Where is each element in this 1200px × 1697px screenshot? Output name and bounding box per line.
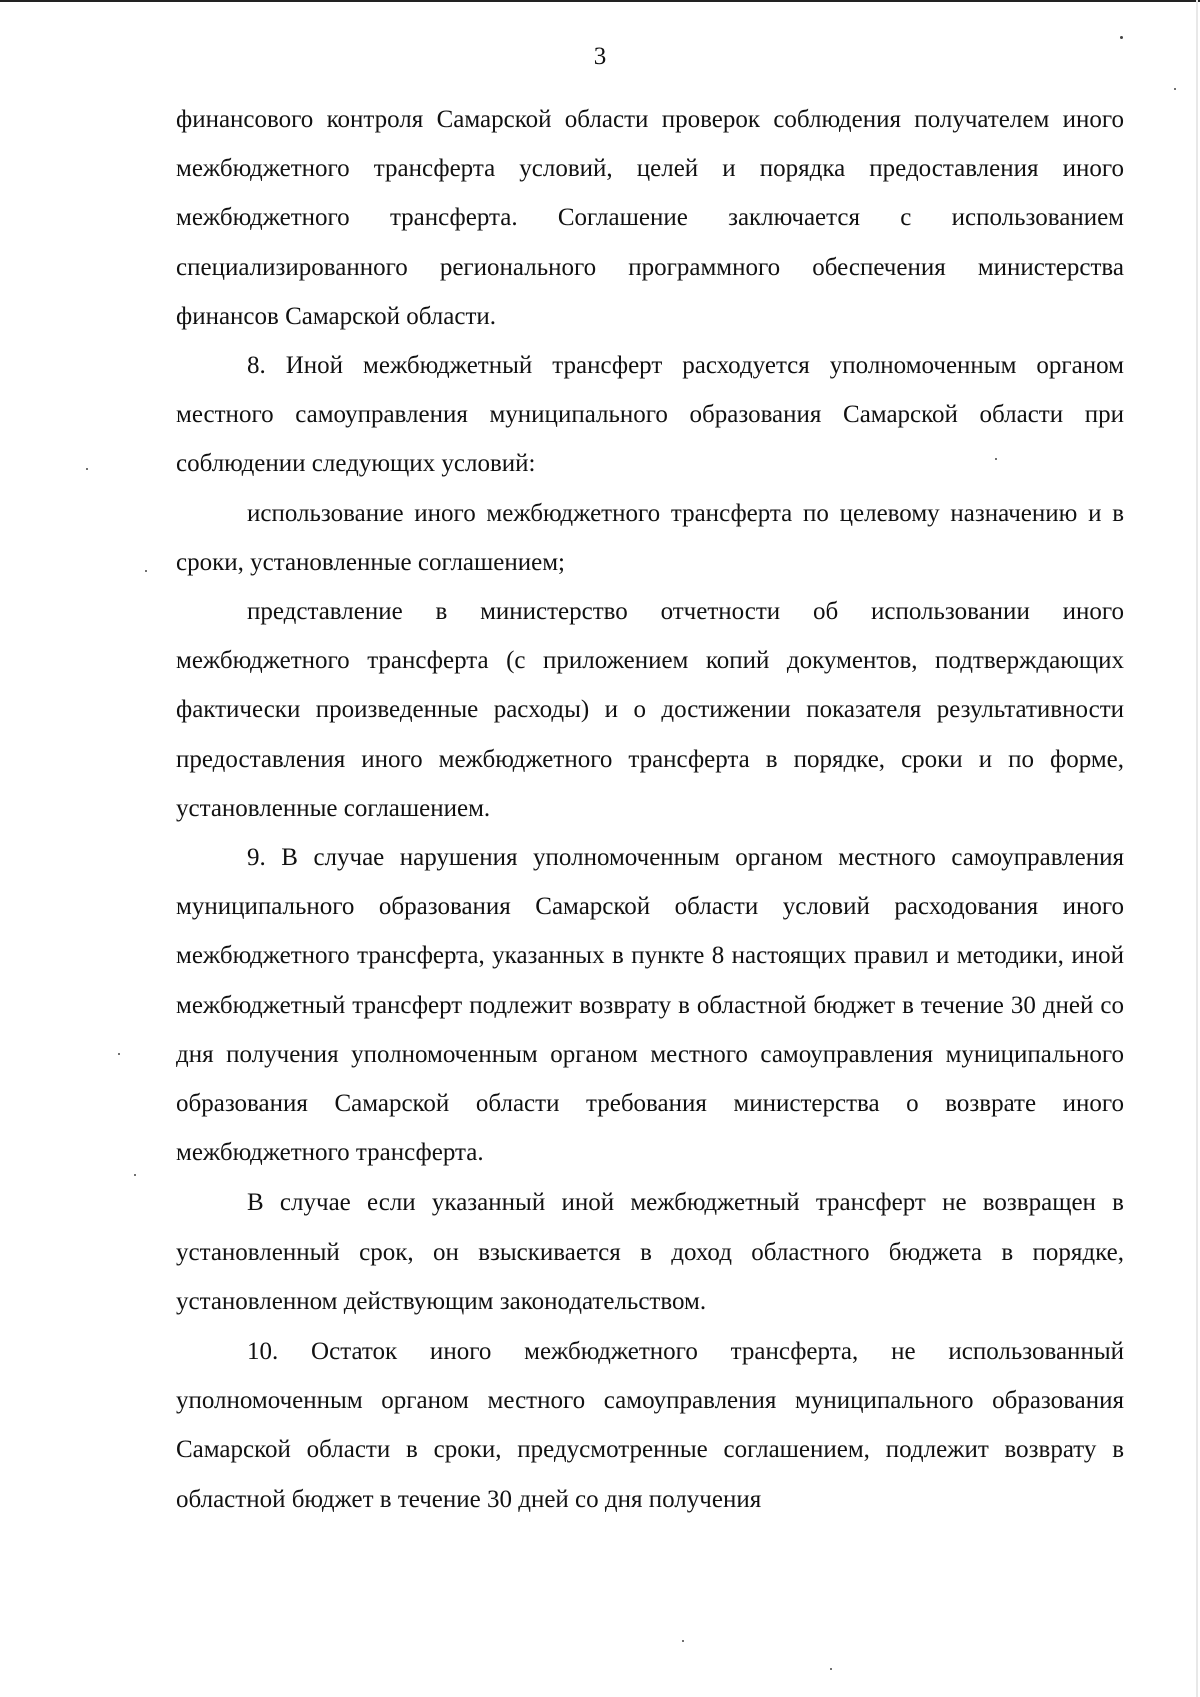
paragraph-item-9: 9. В случае нарушения уполномоченным органом местного самоуправления муниципального образования Самарской области условий расходования иного межбюджетного трансферта, указанных в пункте 8 настоящих правил и методики, иной межбюджетный трансферт подлежит возврату в областной бюджет в течение 30 дней со дня получения уполномоченным органом местного самоуправления муниципального образования Самарской области требования министерства о возврате иного межбюджетного трансферта. xyxy=(176,844,1124,1167)
document-body xyxy=(176,95,1124,1524)
scan-speck xyxy=(118,1053,120,1055)
paragraph-item-8: 8. Иной межбюджетный трансферт расходуется уполномоченным органом местного самоуправления муниципального образования Самарской области при соблюдении следующих условий: xyxy=(176,352,1124,478)
scan-speck xyxy=(134,1174,136,1176)
page-number: 3 xyxy=(593,43,607,70)
scan-speck xyxy=(1120,36,1123,39)
paragraph-continuation: финансового контроля Самарской области проверок соблюдения получателем иного межбюджетного трансферта условий, целей и порядка предоставления иного межбюджетного трансферта. Соглашение заключается с использованием специализированного регионального программного обеспечения министерства финансов Самарской области. xyxy=(176,106,1124,330)
paragraph-recovery: В случае если указанный иной межбюджетный трансферт не возвращен в установленный срок, он взыскивается в доход областного бюджета в порядке, установленном действующим законодательством. xyxy=(176,1189,1124,1315)
paragraph-item-10: 10. Остаток иного межбюджетного трансферта, не использованный уполномоченным органом местного самоуправления муниципального образования Самарской области в сроки, предусмотренные соглашением, подлежит возврату в областной бюджет в течение 30 дней со дня получения xyxy=(176,1338,1124,1513)
scan-right-edge xyxy=(1196,0,1198,1697)
scan-speck xyxy=(830,1668,832,1670)
scan-speck xyxy=(86,468,88,470)
paragraph-condition-reporting: представление в министерство отчетности об использовании иного межбюджетного трансферта (с приложением копий документов, подтверждающих фактически произведенные расходы) и о достижении показателя результативности предоставления иного межбюджетного трансферта в порядке, сроки и по форме, установленные соглашением. xyxy=(176,598,1124,822)
paragraph-condition-usage: использование иного межбюджетного трансферта по целевому назначению и в сроки, установленные соглашением; xyxy=(176,499,1124,576)
scan-speck xyxy=(995,458,997,460)
scan-speck xyxy=(145,570,147,572)
scan-top-border xyxy=(0,0,1200,2)
scan-speck xyxy=(682,1640,684,1642)
scan-speck xyxy=(1174,88,1176,90)
